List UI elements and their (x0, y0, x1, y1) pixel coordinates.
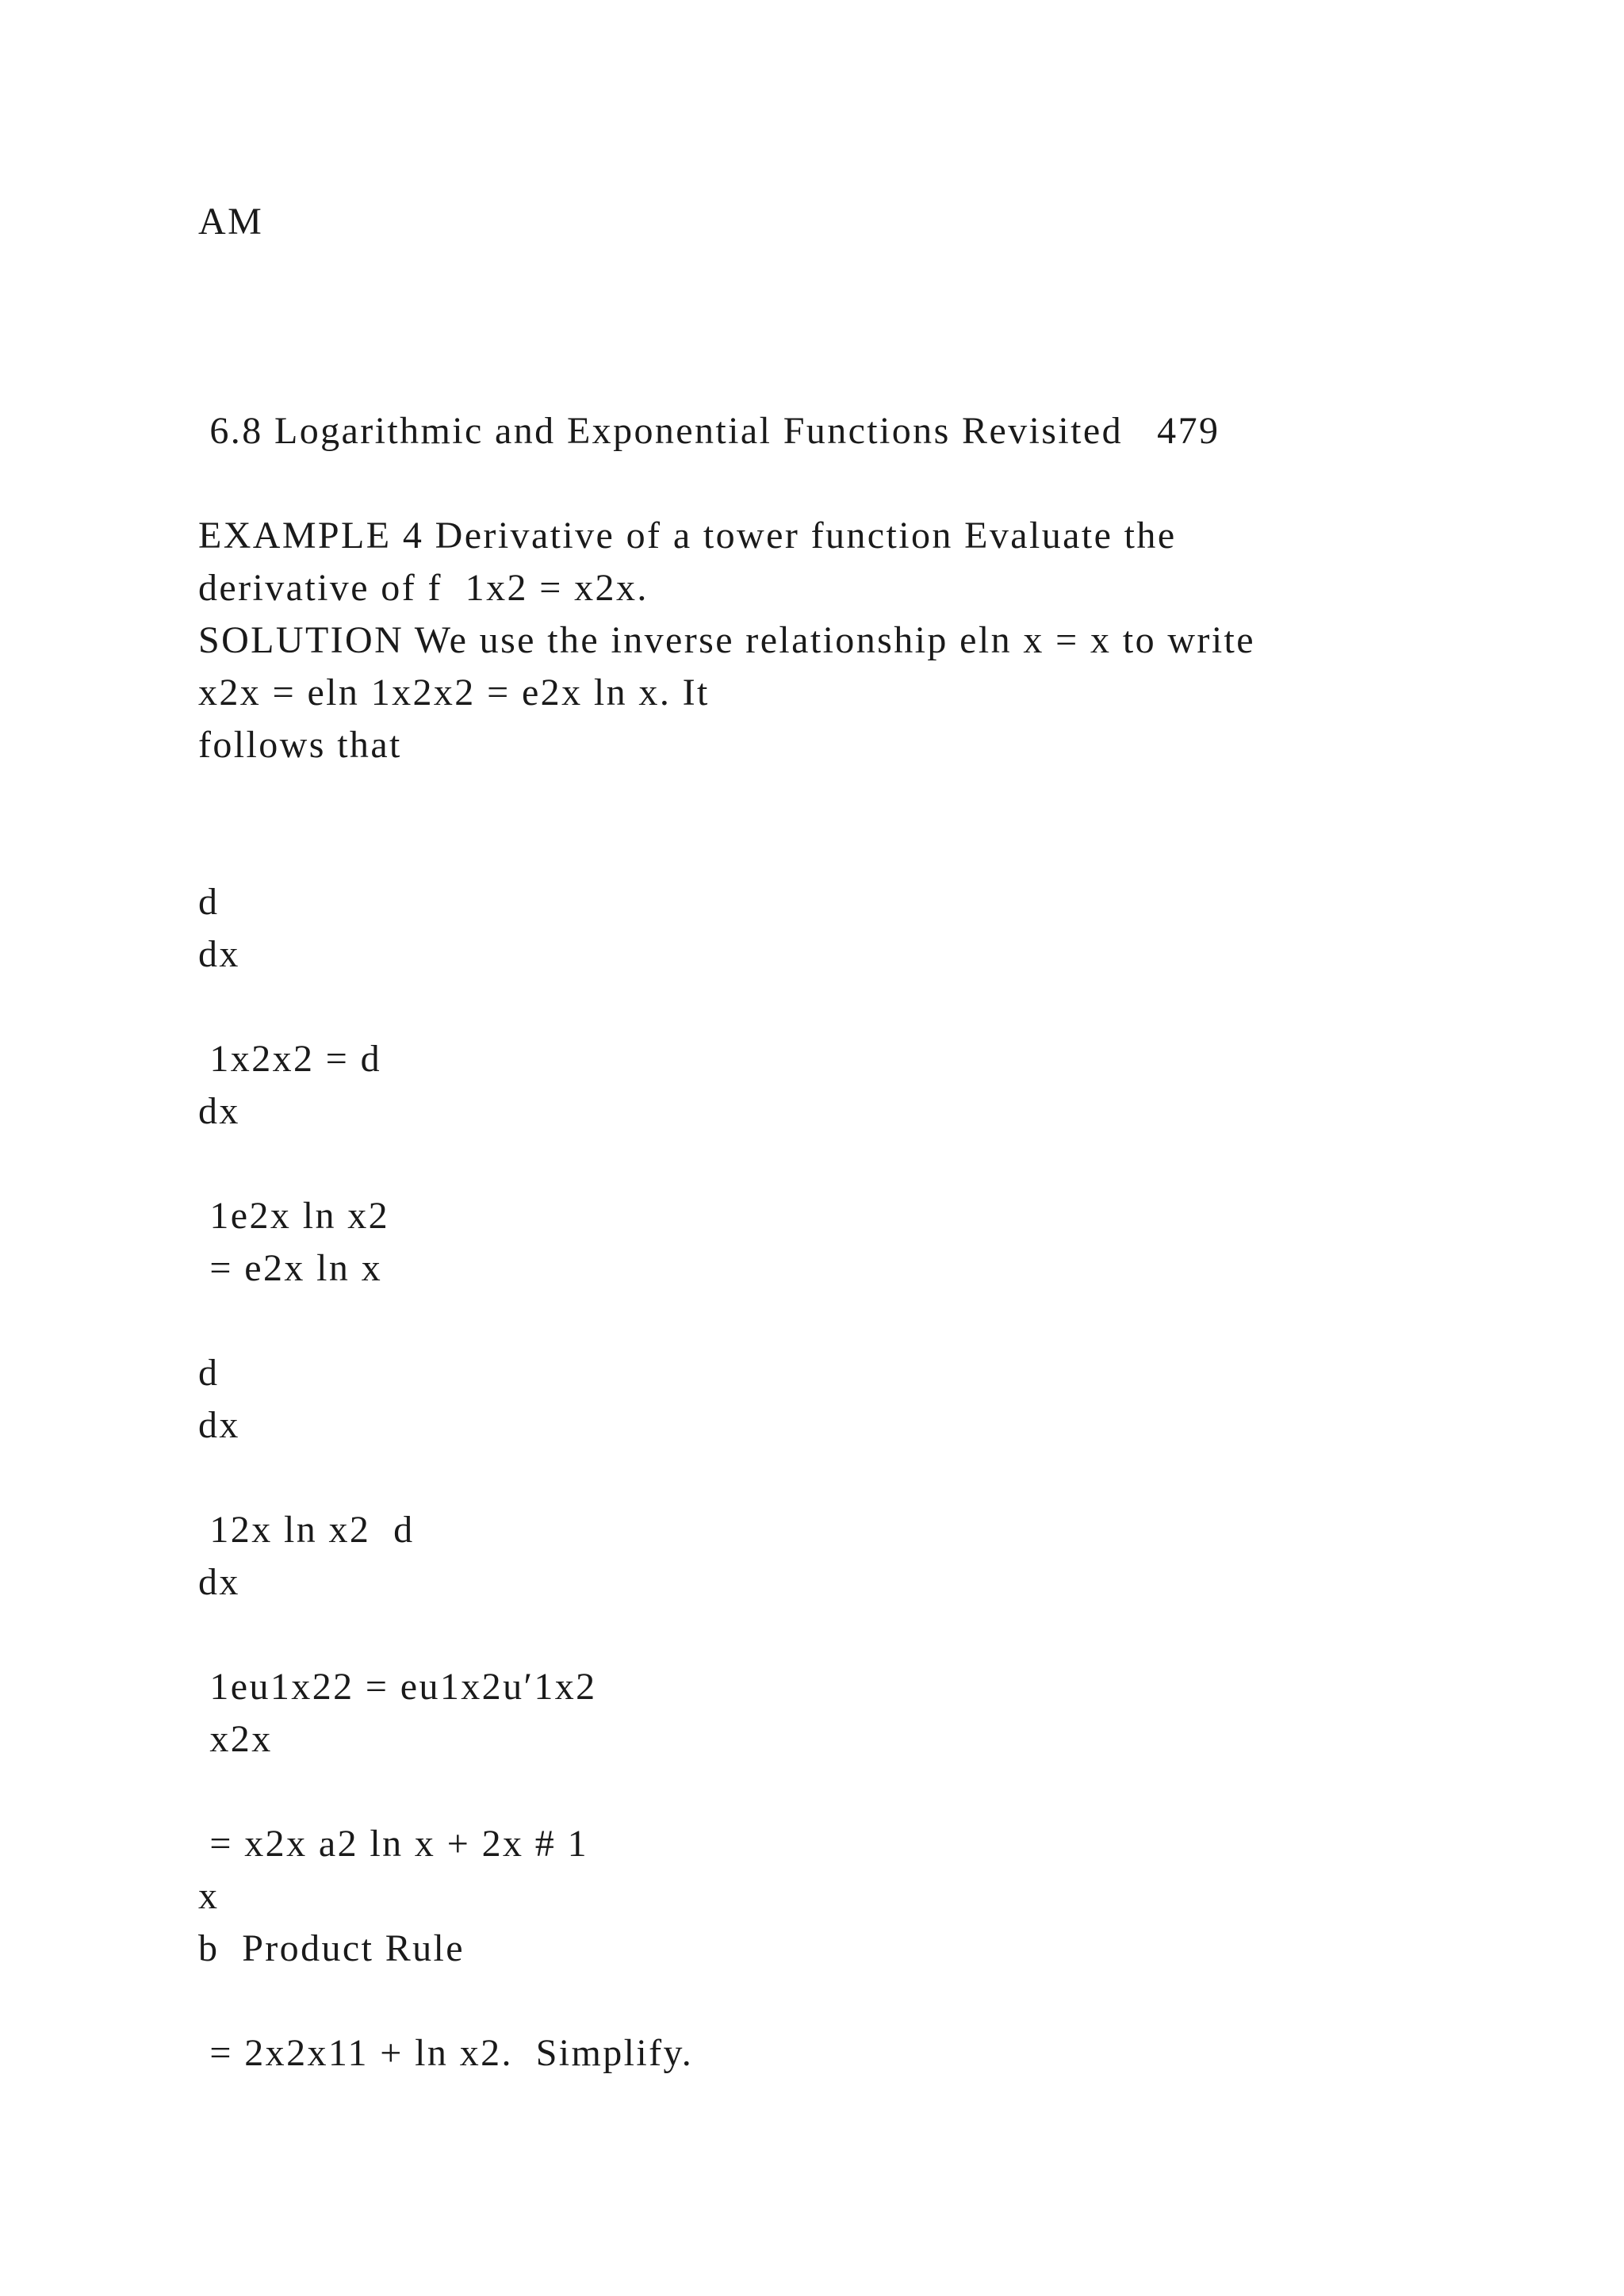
math-line: dx (198, 1561, 240, 1603)
math-line: 1eu1x22 = eu1x2u′1x2 (198, 1666, 597, 1708)
math-line: dx (198, 1404, 240, 1446)
math-line: x (198, 1875, 220, 1917)
math-line: x2x (198, 1718, 273, 1760)
text-line: x2x = eln 1x2x2 = e2x ln x. It (198, 672, 710, 714)
math-line: = e2x ln x (198, 1247, 383, 1289)
math-line: dx (198, 1090, 240, 1132)
math-line: dx (198, 933, 240, 975)
math-line: d (198, 881, 220, 923)
text-line: follows that (198, 724, 402, 766)
math-line: = x2x a2 ln x + 2x # 1 (198, 1823, 588, 1865)
running-header: 6.8 Logarithmic and Exponential Functions Revisited 479 (198, 410, 1220, 452)
math-line: 12x ln x2 d (198, 1509, 415, 1551)
text-line: derivative of f 1x2 = x2x. (198, 567, 649, 609)
math-line: b Product Rule (198, 1927, 465, 1969)
math-line: 1e2x ln x2 (198, 1195, 390, 1237)
solution-line: SOLUTION We use the inverse relationship eln x = x to write (198, 619, 1255, 661)
math-line: d (198, 1352, 220, 1394)
math-line: = 2x2x11 + ln x2. Simplify. (198, 2032, 694, 2074)
math-line: 1x2x2 = d (198, 1038, 382, 1080)
example-heading: EXAMPLE 4 Derivative of a tower function Evaluate the (198, 515, 1177, 557)
header-time-fragment: AM (198, 201, 264, 243)
